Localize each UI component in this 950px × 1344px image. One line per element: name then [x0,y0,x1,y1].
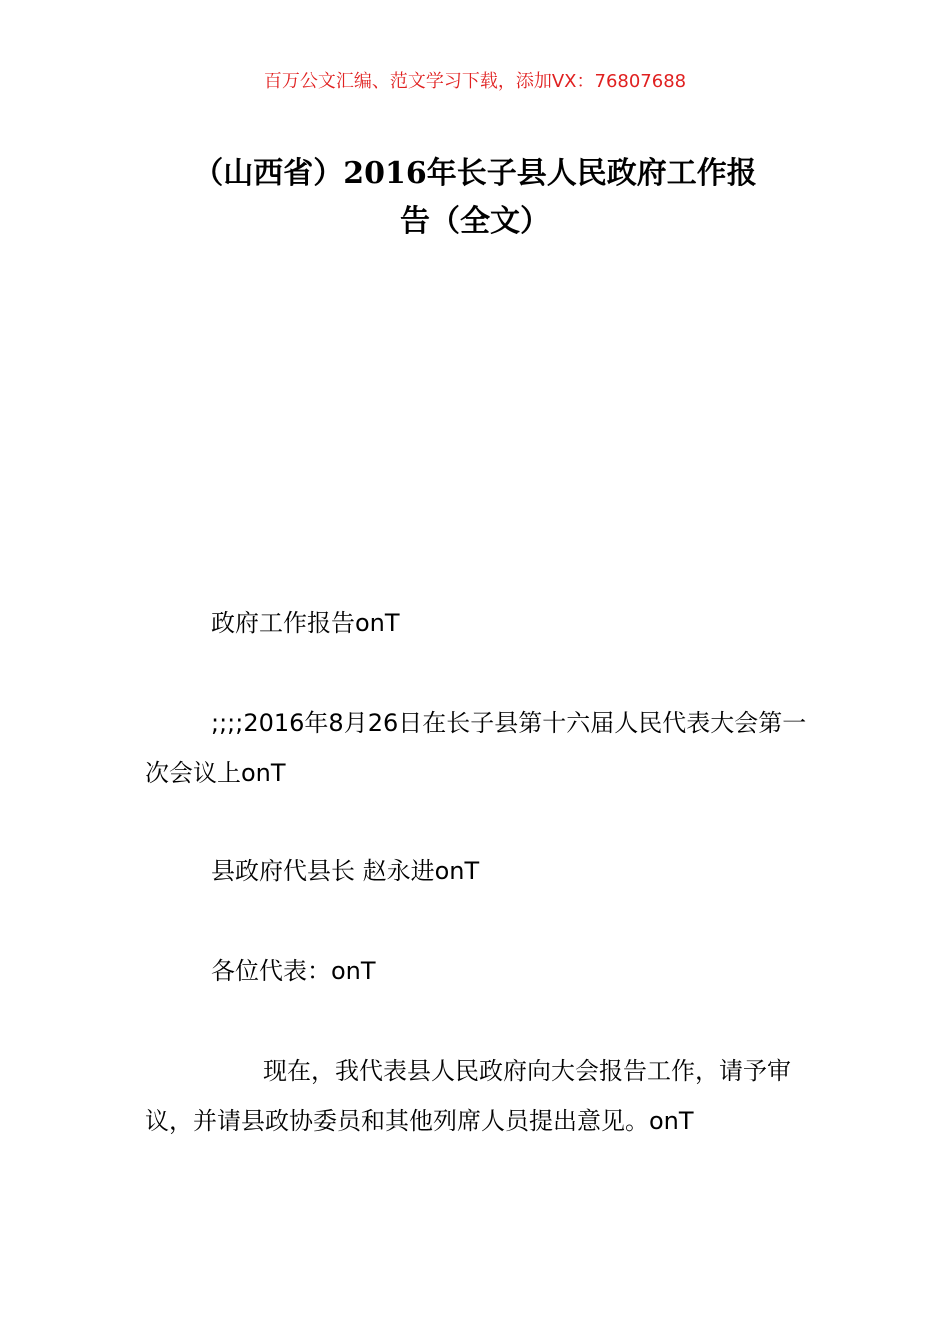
speaker-paragraph: 县政府代县长 赵永进onT [211,857,480,885]
report-heading-paragraph: 政府工作报告onT [211,609,400,637]
document-title-line-2: 告（全文） [400,204,550,239]
header-watermark-note: 百万公文汇编、范文学习下载，添加VX：76807688 [263,71,687,92]
document-title-line-1: （山西省）2016年长子县人民政府工作报 [193,156,757,191]
salutation-paragraph: 各位代表：onT [211,957,376,985]
opening-paragraph: 现在，我代表县人民政府向大会报告工作，请予审议，并请县政协委员和其他列席人员提出意见。onT [145,1057,791,1135]
document-title [140,150,810,246]
meeting-info-paragraph: ;;;;2016年8月26日在长子县第十六届人民代表大会第一次会议上onT [145,709,807,787]
